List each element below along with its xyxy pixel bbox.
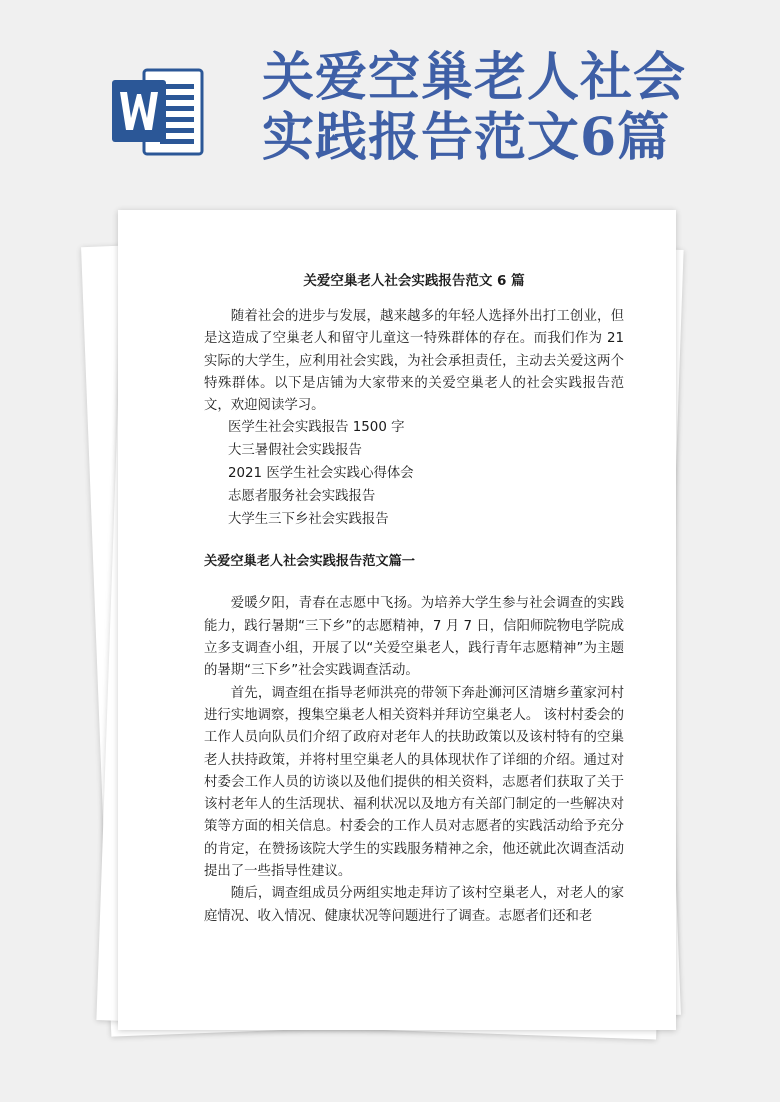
contents-list: [204, 417, 624, 531]
body-paragraph: 首先，调查组在指导老师洪亮的带领下奔赴浉河区清塘乡董家河村进行实地调察，搜集空巢老人相关资料并拜访空巢老人。 该村村委会的工作人员向队员们介绍了政府对老年人的扶助政策以及该村特有的空巢老人扶持政策，并将村里空巢老人的具体现状作了详细的介绍。通过对村委会工作人员的访谈以及他们提供的相关资料，志愿者们获取了关于该村老年人的生活现状、福利状况以及地方有关部门制定的一些解决对策等方面的相关信息。村委会的工作人员对志愿者的实践活动给予充分的肯定，在赞扬该院大学生的实践服务精神之余，他还就此次调查活动提出了一些指导性建议。: [204, 685, 624, 880]
body-paragraph: 爱暖夕阳，青春在志愿中飞扬。为培养大学生参与社会调查的实践能力，践行暑期“三下乡”的志愿精神，7 月 7 日，信阳师院物电学院成立多支调查小组，开展了以“关爱空巢老人，践行青年志愿精神”为主题的暑期“三下乡”社会实践调查活动。: [204, 596, 624, 679]
contents-item: 大学生三下乡社会实践报告: [228, 511, 389, 527]
contents-item: 志愿者服务社会实践报告: [228, 488, 376, 504]
word-document-icon: [108, 62, 208, 162]
intro-paragraph: 随着社会的进步与发展，越来越多的年轻人选择外出打工创业，但是这造成了空巢老人和留守儿童这一特殊群体的存在。而我们作为 21 实际的大学生，应利用社会实践，为社会承担责任，主动去关爱这两个特殊群体。以下是店铺为大家带来的关爱空巢老人的社会实践报告范文，欢迎阅读学习。: [204, 309, 624, 414]
cover-title-line-2: 实践报告范文6篇: [262, 107, 671, 168]
contents-item: 医学生社会实践报告 1500 字: [228, 420, 405, 436]
cover-title-line-1: 关爱空巢老人社会: [262, 47, 687, 108]
contents-item: 2021 医学生社会实践心得体会: [228, 466, 414, 482]
cover-title: [262, 48, 762, 168]
section-heading: 关爱空巢老人社会实践报告范文篇一: [204, 554, 415, 570]
document-page: [118, 210, 676, 1030]
document-title: 关爱空巢老人社会实践报告范文 6 篇: [303, 273, 525, 289]
document-body: [204, 270, 624, 928]
body-paragraph: 随后，调查组成员分两组实地走拜访了该村空巢老人，对老人的家庭情况、收入情况、健康状况等问题进行了调查。志愿者们还和老: [204, 886, 624, 924]
contents-item: 大三暑假社会实践报告: [228, 443, 362, 459]
